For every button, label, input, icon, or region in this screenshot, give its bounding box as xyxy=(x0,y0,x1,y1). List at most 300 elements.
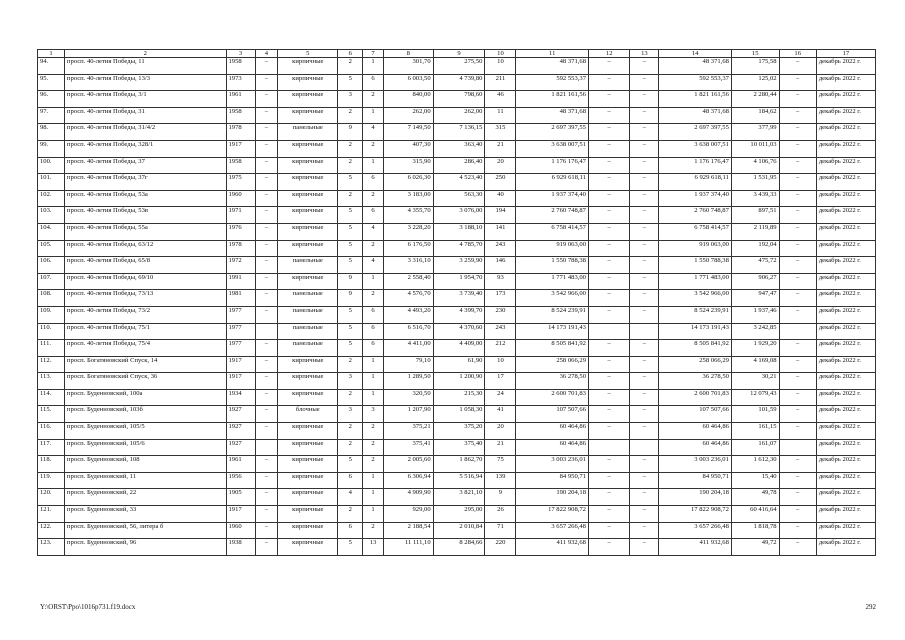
cell-col-16: – xyxy=(779,240,816,257)
page-number: 292 xyxy=(865,603,876,611)
cell-cost-fund: 2 600 701,83 xyxy=(659,389,732,406)
cell-residents: 250 xyxy=(485,174,516,191)
cell-col-4: – xyxy=(255,506,278,523)
cell-row-number: 111. xyxy=(38,340,65,357)
cell-cost-fund: 8 524 239,91 xyxy=(659,306,732,323)
cell-living-area: 4 523,40 xyxy=(433,174,485,191)
table-row xyxy=(38,373,876,390)
cell-year-built: 1976 xyxy=(226,223,255,240)
cell-cost-fund: 60 464,86 xyxy=(659,439,732,456)
cell-living-area: 1 862,70 xyxy=(433,456,485,473)
cell-col-16: – xyxy=(779,489,816,506)
cell-cost-fund: 36 278,50 xyxy=(659,373,732,390)
cell-col-12: – xyxy=(588,91,629,108)
cell-cost-per-sqm: 377,99 xyxy=(731,124,779,141)
table-row xyxy=(38,207,876,224)
cell-total-area: 6 003,50 xyxy=(383,74,433,91)
cell-floors: 2 xyxy=(338,140,363,157)
cell-entrances: 6 xyxy=(363,323,384,340)
cell-col-12: – xyxy=(588,406,629,423)
cell-living-area: 5 516,94 xyxy=(433,472,485,489)
column-header-12: 12 xyxy=(588,50,629,58)
cell-col-16: – xyxy=(779,522,816,539)
cell-cost-total: 592 553,37 xyxy=(516,74,589,91)
cell-row-number: 109. xyxy=(38,306,65,323)
cell-living-area: 3 188,10 xyxy=(433,223,485,240)
cell-col-12: – xyxy=(588,340,629,357)
cell-col-4: – xyxy=(255,107,278,124)
cell-col-13: – xyxy=(630,207,659,224)
cell-completion-date: декабрь 2022 г. xyxy=(816,58,875,75)
column-header-6: 6 xyxy=(338,50,363,58)
table-row xyxy=(38,506,876,523)
cell-total-area: 3 228,20 xyxy=(383,223,433,240)
cell-col-16: – xyxy=(779,223,816,240)
cell-col-12: – xyxy=(588,257,629,274)
table-row xyxy=(38,340,876,357)
cell-floors: 3 xyxy=(338,91,363,108)
cell-col-16: – xyxy=(779,539,816,556)
cell-living-area: 4 409,00 xyxy=(433,340,485,357)
cell-floors: 5 xyxy=(338,323,363,340)
cell-cost-total: 190 204,18 xyxy=(516,489,589,506)
cell-cost-per-sqm: 3 242,85 xyxy=(731,323,779,340)
cell-col-13: – xyxy=(630,373,659,390)
cell-total-area: 7 149,50 xyxy=(383,124,433,141)
cell-col-4: – xyxy=(255,373,278,390)
cell-col-4: – xyxy=(255,423,278,440)
cell-cost-per-sqm: 4 169,08 xyxy=(731,356,779,373)
cell-cost-fund: 48 371,68 xyxy=(659,58,732,75)
table-row xyxy=(38,456,876,473)
cell-total-area: 79,10 xyxy=(383,356,433,373)
cell-col-12: – xyxy=(588,207,629,224)
cell-col-13: – xyxy=(630,273,659,290)
column-header-13: 13 xyxy=(630,50,659,58)
column-number-row xyxy=(38,50,876,58)
cell-residents: 139 xyxy=(485,472,516,489)
cell-col-13: – xyxy=(630,356,659,373)
cell-cost-per-sqm: 897,51 xyxy=(731,207,779,224)
cell-col-16: – xyxy=(779,472,816,489)
cell-floors: 5 xyxy=(338,456,363,473)
cell-completion-date: декабрь 2022 г. xyxy=(816,389,875,406)
table-row xyxy=(38,290,876,307)
cell-col-4: – xyxy=(255,207,278,224)
table-row xyxy=(38,240,876,257)
cell-row-number: 120. xyxy=(38,489,65,506)
cell-cost-total: 1 821 161,56 xyxy=(516,91,589,108)
cell-year-built: 1927 xyxy=(226,439,255,456)
cell-living-area: 3 739,40 xyxy=(433,290,485,307)
cell-cost-total: 17 822 908,72 xyxy=(516,506,589,523)
table-row xyxy=(38,439,876,456)
cell-living-area: 375,20 xyxy=(433,423,485,440)
cell-year-built: 1958 xyxy=(226,58,255,75)
cell-living-area: 275,50 xyxy=(433,58,485,75)
cell-row-number: 97. xyxy=(38,107,65,124)
cell-total-area: 2 005,60 xyxy=(383,456,433,473)
cell-completion-date: декабрь 2022 г. xyxy=(816,190,875,207)
column-header-16: 16 xyxy=(779,50,816,58)
cell-cost-fund: 2 697 397,55 xyxy=(659,124,732,141)
cell-address: просп. Буденновский, 96 xyxy=(64,539,226,556)
cell-col-12 xyxy=(588,323,629,340)
cell-address: просп. Буденновский, 105/6 xyxy=(64,439,226,456)
cell-year-built: 1978 xyxy=(226,124,255,141)
cell-wall-material: кирпичные xyxy=(278,58,338,75)
cell-row-number: 105. xyxy=(38,240,65,257)
cell-total-area: 2 558,40 xyxy=(383,273,433,290)
cell-entrances: 6 xyxy=(363,306,384,323)
cell-floors: 2 xyxy=(338,157,363,174)
cell-entrances: 2 xyxy=(363,290,384,307)
cell-cost-per-sqm: 125,02 xyxy=(731,74,779,91)
cell-living-area: 363,40 xyxy=(433,140,485,157)
cell-col-13: – xyxy=(630,456,659,473)
cell-year-built: 1917 xyxy=(226,356,255,373)
cell-col-16: – xyxy=(779,506,816,523)
cell-entrances: 2 xyxy=(363,190,384,207)
cell-col-13: – xyxy=(630,306,659,323)
cell-living-area: 375,40 xyxy=(433,439,485,456)
cell-entrances: 2 xyxy=(363,423,384,440)
cell-cost-per-sqm: 175,58 xyxy=(731,58,779,75)
cell-col-12: – xyxy=(588,489,629,506)
cell-floors: 5 xyxy=(338,174,363,191)
cell-col-4: – xyxy=(255,240,278,257)
cell-cost-per-sqm: 161,07 xyxy=(731,439,779,456)
cell-col-16: – xyxy=(779,423,816,440)
cell-living-area: 295,00 xyxy=(433,506,485,523)
cell-year-built: 1905 xyxy=(226,489,255,506)
cell-cost-per-sqm: 1 937,46 xyxy=(731,306,779,323)
cell-wall-material: кирпичные xyxy=(278,223,338,240)
cell-residents: 230 xyxy=(485,306,516,323)
column-header-10: 10 xyxy=(485,50,516,58)
cell-address: просп. Буденновский, 33 xyxy=(64,506,226,523)
cell-entrances: 2 xyxy=(363,439,384,456)
cell-col-16: – xyxy=(779,257,816,274)
cell-col-4: – xyxy=(255,157,278,174)
table-row xyxy=(38,273,876,290)
cell-living-area: 4 739,80 xyxy=(433,74,485,91)
cell-cost-total: 84 950,71 xyxy=(516,472,589,489)
cell-completion-date: декабрь 2022 г. xyxy=(816,273,875,290)
cell-cost-fund: 1 937 374,40 xyxy=(659,190,732,207)
cell-cost-total: 411 932,68 xyxy=(516,539,589,556)
cell-wall-material: кирпичные xyxy=(278,107,338,124)
file-path: Y:\ORST\Ppo\1016p731.f19.docx xyxy=(40,603,136,611)
cell-cost-per-sqm: 2 119,89 xyxy=(731,223,779,240)
cell-row-number: 102. xyxy=(38,190,65,207)
cell-cost-total: 3 657 266,48 xyxy=(516,522,589,539)
cell-address: просп. 40-летия Победы, 31 xyxy=(64,107,226,124)
cell-residents: 194 xyxy=(485,207,516,224)
cell-residents: 212 xyxy=(485,340,516,357)
cell-col-12: – xyxy=(588,240,629,257)
cell-floors: 5 xyxy=(338,223,363,240)
cell-year-built: 1971 xyxy=(226,207,255,224)
cell-col-12: – xyxy=(588,58,629,75)
cell-address: просп. 40-летия Победы, 53в xyxy=(64,207,226,224)
cell-cost-fund: 2 760 748,87 xyxy=(659,207,732,224)
column-header-17: 17 xyxy=(816,50,875,58)
cell-cost-total: 2 697 397,55 xyxy=(516,124,589,141)
cell-cost-total: 60 464,86 xyxy=(516,439,589,456)
cell-entrances: 1 xyxy=(363,356,384,373)
cell-cost-per-sqm: 1 531,95 xyxy=(731,174,779,191)
cell-row-number: 112. xyxy=(38,356,65,373)
cell-floors: 2 xyxy=(338,439,363,456)
cell-wall-material: кирпичные xyxy=(278,74,338,91)
cell-cost-fund: 1 550 788,38 xyxy=(659,257,732,274)
cell-col-4: – xyxy=(255,290,278,307)
table-row xyxy=(38,423,876,440)
cell-completion-date: декабрь 2022 г. xyxy=(816,74,875,91)
cell-year-built: 1972 xyxy=(226,257,255,274)
cell-cost-total: 60 464,86 xyxy=(516,423,589,440)
cell-cost-total: 919 063,00 xyxy=(516,240,589,257)
cell-entrances: 1 xyxy=(363,373,384,390)
cell-col-12: – xyxy=(588,273,629,290)
cell-completion-date: декабрь 2022 г. xyxy=(816,323,875,340)
cell-wall-material: кирпичные xyxy=(278,522,338,539)
cell-row-number: 94. xyxy=(38,58,65,75)
cell-col-4: – xyxy=(255,257,278,274)
cell-col-4: – xyxy=(255,306,278,323)
cell-living-area: 1 058,30 xyxy=(433,406,485,423)
cell-cost-per-sqm: 49,78 xyxy=(731,489,779,506)
cell-cost-total: 1 176 176,47 xyxy=(516,157,589,174)
cell-col-12: – xyxy=(588,423,629,440)
cell-entrances: 1 xyxy=(363,157,384,174)
cell-cost-per-sqm: 60 416,64 xyxy=(731,506,779,523)
cell-total-area: 3 183,00 xyxy=(383,190,433,207)
cell-year-built: 1973 xyxy=(226,74,255,91)
cell-wall-material: кирпичные xyxy=(278,356,338,373)
cell-entrances: 2 xyxy=(363,140,384,157)
cell-floors: 2 xyxy=(338,58,363,75)
cell-residents: 41 xyxy=(485,406,516,423)
cell-col-16: – xyxy=(779,74,816,91)
cell-col-13: – xyxy=(630,74,659,91)
cell-living-area: 4 399,70 xyxy=(433,306,485,323)
table-row xyxy=(38,223,876,240)
cell-col-13: – xyxy=(630,240,659,257)
table-row xyxy=(38,323,876,340)
column-header-1: 1 xyxy=(38,50,65,58)
cell-floors: 2 xyxy=(338,190,363,207)
cell-col-12: – xyxy=(588,456,629,473)
cell-cost-fund: 919 063,00 xyxy=(659,240,732,257)
cell-residents: 75 xyxy=(485,456,516,473)
cell-col-16: – xyxy=(779,91,816,108)
cell-cost-total: 48 371,68 xyxy=(516,107,589,124)
cell-col-13 xyxy=(630,439,659,456)
cell-cost-per-sqm: 947,47 xyxy=(731,290,779,307)
cell-col-4: – xyxy=(255,174,278,191)
cell-address: просп. Богатяновский Спуск, 14 xyxy=(64,356,226,373)
cell-cost-total: 107 507,66 xyxy=(516,406,589,423)
cell-col-16: – xyxy=(779,140,816,157)
cell-completion-date: декабрь 2022 г. xyxy=(816,91,875,108)
cell-row-number: 95. xyxy=(38,74,65,91)
cell-total-area: 929,00 xyxy=(383,506,433,523)
cell-residents: 17 xyxy=(485,373,516,390)
cell-residents: 9 xyxy=(485,489,516,506)
cell-wall-material: кирпичные xyxy=(278,373,338,390)
cell-wall-material: панельные xyxy=(278,124,338,141)
cell-completion-date: декабрь 2022 г. xyxy=(816,356,875,373)
cell-col-12: – xyxy=(588,190,629,207)
cell-residents: 21 xyxy=(485,140,516,157)
cell-cost-fund: 411 932,68 xyxy=(659,539,732,556)
column-header-11: 11 xyxy=(516,50,589,58)
cell-wall-material: панельные xyxy=(278,323,338,340)
cell-year-built: 1960 xyxy=(226,522,255,539)
cell-completion-date: декабрь 2022 г. xyxy=(816,306,875,323)
cell-residents: 173 xyxy=(485,290,516,307)
cell-completion-date: декабрь 2022 г. xyxy=(816,157,875,174)
cell-cost-fund: 258 066,29 xyxy=(659,356,732,373)
cell-total-area: 6 306,94 xyxy=(383,472,433,489)
cell-col-12: – xyxy=(588,356,629,373)
cell-address: просп. 40-летия Победы, 13/3 xyxy=(64,74,226,91)
cell-total-area: 4 576,70 xyxy=(383,290,433,307)
cell-row-number: 104. xyxy=(38,223,65,240)
cell-entrances: 6 xyxy=(363,74,384,91)
cell-floors: 5 xyxy=(338,539,363,556)
cell-cost-total: 3 542 966,00 xyxy=(516,290,589,307)
cell-year-built: 1958 xyxy=(226,157,255,174)
cell-row-number: 108. xyxy=(38,290,65,307)
cell-completion-date: декабрь 2022 г. xyxy=(816,522,875,539)
cell-cost-total: 8 505 841,92 xyxy=(516,340,589,357)
cell-residents: 243 xyxy=(485,240,516,257)
cell-row-number: 117. xyxy=(38,439,65,456)
cell-row-number: 106. xyxy=(38,257,65,274)
cell-completion-date: декабрь 2022 г. xyxy=(816,174,875,191)
cell-floors: 5 xyxy=(338,74,363,91)
cell-wall-material: кирпичные xyxy=(278,91,338,108)
cell-residents: 146 xyxy=(485,257,516,274)
cell-address: просп. 40-летия Победы, 75/1 xyxy=(64,323,226,340)
cell-entrances: 2 xyxy=(363,91,384,108)
cell-col-12: – xyxy=(588,140,629,157)
cell-col-13: – xyxy=(630,58,659,75)
cell-living-area: 798,60 xyxy=(433,91,485,108)
cell-col-16: – xyxy=(779,157,816,174)
cell-address: просп. 40-летия Победы, 73/13 xyxy=(64,290,226,307)
cell-living-area: 1 954,70 xyxy=(433,273,485,290)
cell-col-12: – xyxy=(588,506,629,523)
cell-entrances: 1 xyxy=(363,273,384,290)
cell-completion-date: декабрь 2022 г. xyxy=(816,240,875,257)
cell-entrances: 1 xyxy=(363,389,384,406)
cell-year-built: 1927 xyxy=(226,406,255,423)
cell-entrances: 1 xyxy=(363,107,384,124)
cell-cost-total: 36 278,50 xyxy=(516,373,589,390)
cell-cost-total: 1 550 788,38 xyxy=(516,257,589,274)
cell-cost-per-sqm: 1 612,30 xyxy=(731,456,779,473)
cell-entrances: 4 xyxy=(363,257,384,274)
cell-total-area: 315,90 xyxy=(383,157,433,174)
cell-wall-material: панельные xyxy=(278,290,338,307)
cell-completion-date: декабрь 2022 г. xyxy=(816,423,875,440)
cell-address: просп. Буденновский, 105/5 xyxy=(64,423,226,440)
cell-cost-total: 14 173 191,43 xyxy=(516,323,589,340)
cell-living-area: 2 010,84 xyxy=(433,522,485,539)
cell-cost-per-sqm: 101,59 xyxy=(731,406,779,423)
cell-col-13 xyxy=(630,323,659,340)
cell-col-13: – xyxy=(630,539,659,556)
cell-address: просп. 40-летия Победы, 31/4/2 xyxy=(64,124,226,141)
table-row xyxy=(38,91,876,108)
cell-col-4: – xyxy=(255,58,278,75)
cell-cost-total: 2 600 701,83 xyxy=(516,389,589,406)
cell-year-built: 1958 xyxy=(226,107,255,124)
cell-year-built: 1977 xyxy=(226,340,255,357)
cell-cost-total: 2 760 748,87 xyxy=(516,207,589,224)
cell-completion-date: декабрь 2022 г. xyxy=(816,472,875,489)
housing-register-table xyxy=(37,49,876,556)
cell-address: просп. 40-летия Победы, 75/4 xyxy=(64,340,226,357)
cell-col-13: – xyxy=(630,140,659,157)
cell-cost-fund: 3 003 236,01 xyxy=(659,456,732,473)
cell-total-area: 262,00 xyxy=(383,107,433,124)
cell-living-area: 61,90 xyxy=(433,356,485,373)
cell-year-built: 1961 xyxy=(226,456,255,473)
cell-cost-fund: 1 176 176,47 xyxy=(659,157,732,174)
cell-floors: 3 xyxy=(338,373,363,390)
cell-col-12: – xyxy=(588,389,629,406)
column-header-9: 9 xyxy=(433,50,485,58)
cell-completion-date: декабрь 2022 г. xyxy=(816,489,875,506)
cell-living-area: 1 200,90 xyxy=(433,373,485,390)
cell-cost-total: 3 003 236,01 xyxy=(516,456,589,473)
cell-total-area: 6 516,70 xyxy=(383,323,433,340)
cell-row-number: 99. xyxy=(38,140,65,157)
cell-residents: 71 xyxy=(485,522,516,539)
cell-total-area: 375,21 xyxy=(383,423,433,440)
cell-col-4: – xyxy=(255,273,278,290)
cell-row-number: 113. xyxy=(38,373,65,390)
cell-row-number: 115. xyxy=(38,406,65,423)
cell-total-area: 4 493,20 xyxy=(383,306,433,323)
cell-year-built: 1917 xyxy=(226,506,255,523)
cell-wall-material: кирпичные xyxy=(278,240,338,257)
cell-cost-total: 6 929 618,11 xyxy=(516,174,589,191)
cell-completion-date: декабрь 2022 г. xyxy=(816,456,875,473)
cell-entrances: 6 xyxy=(363,340,384,357)
table-row xyxy=(38,257,876,274)
cell-residents: 46 xyxy=(485,91,516,108)
cell-col-16: – xyxy=(779,190,816,207)
cell-wall-material: панельные xyxy=(278,257,338,274)
cell-wall-material: кирпичные xyxy=(278,207,338,224)
cell-col-13: – xyxy=(630,223,659,240)
cell-cost-per-sqm: 30,21 xyxy=(731,373,779,390)
cell-wall-material: кирпичные xyxy=(278,423,338,440)
cell-cost-per-sqm: 49,72 xyxy=(731,539,779,556)
cell-entrances: 1 xyxy=(363,58,384,75)
cell-year-built: 1975 xyxy=(226,174,255,191)
cell-cost-per-sqm: 4 106,76 xyxy=(731,157,779,174)
cell-total-area: 6 026,30 xyxy=(383,174,433,191)
cell-col-4: – xyxy=(255,539,278,556)
cell-cost-per-sqm: 10 011,03 xyxy=(731,140,779,157)
